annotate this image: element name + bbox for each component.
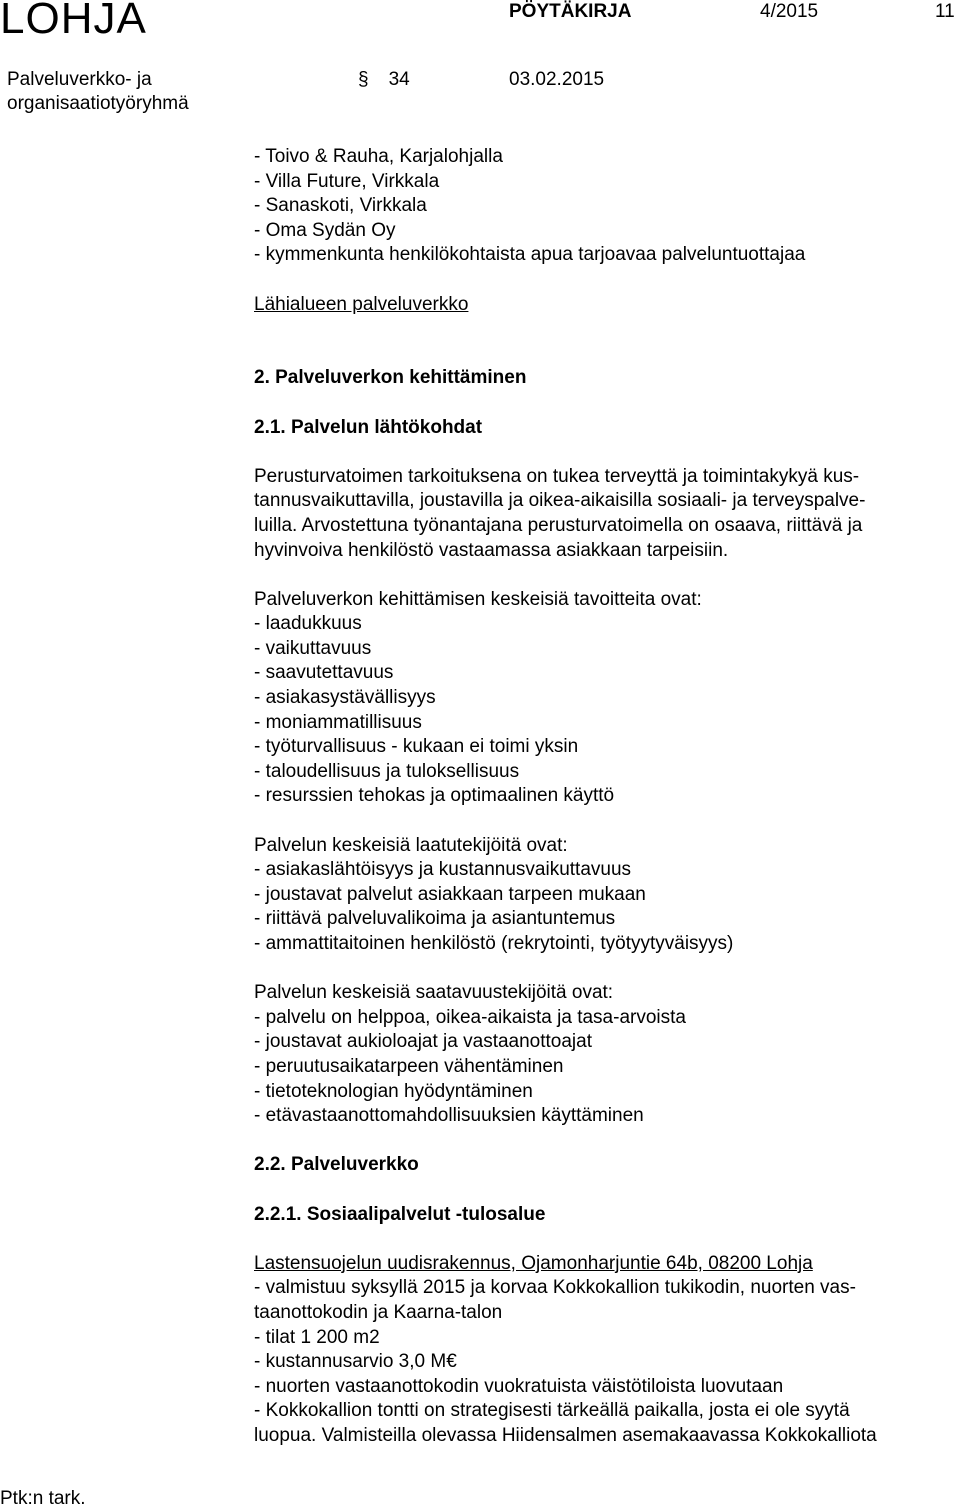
section-number-value: 34	[388, 69, 410, 90]
list-item: - valmistuu syksyllä 2015 ja korvaa Kokkokallion tukikodin, nuorten vas-	[254, 1277, 856, 1299]
section-heading-2-2-1: 2.2.1. Sosiaalipalvelut -tulosalue	[254, 1203, 546, 1225]
list-item: - peruutusaikatarpeen vähentäminen	[254, 1055, 564, 1077]
goals-intro: Palveluverkon kehittämisen keskeisiä tavoitteita ovat:	[254, 588, 702, 610]
list-item: - Oma Sydän Oy	[254, 219, 396, 241]
document-number: 4/2015	[760, 1, 819, 22]
list-item: - Villa Future, Virkkala	[254, 170, 440, 192]
list-item: - saavutettavuus	[254, 662, 394, 684]
goals-list	[254, 612, 954, 809]
list-item: - vaikuttavuus	[254, 637, 372, 659]
list-item: - tietoteknologian hyödyntäminen	[254, 1080, 533, 1102]
list-item: - riittävä palveluvalikoima ja asiantuntemus	[254, 908, 616, 930]
section-heading-2-1: 2.1. Palvelun lähtökohdat	[254, 416, 483, 438]
list-item: - etävastaanottomahdollisuuksien käyttäminen	[254, 1105, 644, 1127]
meeting-date: 03.02.2015	[509, 69, 605, 90]
quality-list	[254, 858, 954, 956]
section-heading-2-2: 2.2. Palveluverkko	[254, 1154, 419, 1176]
list-item: - joustavat palvelut asiakkaan tarpeen mukaan	[254, 883, 646, 905]
organ-name: Palveluverkko- ja organisaatiotyöryhmä	[7, 69, 189, 114]
paragraph-line: hyvinvoiva henkilöstö vastaamassa asiakkaan tarpeisiin.	[254, 539, 729, 561]
section-heading-2: 2. Palveluverkon kehittäminen	[254, 367, 527, 389]
list-item: - joustavat aukioloajat ja vastaanottoajat	[254, 1031, 592, 1053]
paragraph-line: luilla. Arvostettuna työnantajana perusturvatoimella on osaava, riittävä ja	[254, 514, 863, 536]
purpose-paragraph	[254, 465, 954, 563]
list-item: - moniammatillisuus	[254, 711, 422, 733]
paragraph-line: Perusturvatoimen tarkoituksena on tukea terveyttä ja toimintakykyä kus-	[254, 465, 860, 487]
list-item: - asiakasystävällisyys	[254, 687, 436, 709]
list-item: - laadukkuus	[254, 613, 362, 635]
list-item: luopua. Valmisteilla olevassa Hiidensalmen asemakaavassa Kokkokalliota	[254, 1424, 877, 1446]
section-sign-icon: §	[358, 69, 369, 90]
lohja-logo: LOHJA	[0, 0, 147, 43]
list-item: - nuorten vastaanottokodin vuokratuista väistötiloista luovutaan	[254, 1375, 784, 1397]
list-item: taanottokodin ja Kaarna-talon	[254, 1301, 503, 1323]
page-number: 11	[935, 1, 955, 22]
list-item: - taloudellisuus ja tuloksellisuus	[254, 760, 520, 782]
project-title: Lastensuojelun uudisrakennus, Ojamonharjuntie 64b, 08200 Lohja	[254, 1252, 813, 1274]
paragraph-line: tannusvaikuttavilla, joustavilla ja oikea-aikaisilla sosiaali- ja terveyspalve-	[254, 490, 866, 512]
list-item: - Kokkokallion tontti on strategisesti tärkeällä paikalla, josta ei ole syytä	[254, 1400, 850, 1422]
section-number	[358, 68, 410, 92]
access-list	[254, 1006, 954, 1129]
list-item: - työturvallisuus - kukaan ei toimi yksin	[254, 736, 579, 758]
quality-intro: Palvelun keskeisiä laatutekijöitä ovat:	[254, 834, 568, 856]
list-item: - kustannusarvio 3,0 M€	[254, 1351, 457, 1373]
list-item: - resurssien tehokas ja optimaalinen käyttö	[254, 785, 615, 807]
list-item: - palvelu on helppoa, oikea-aikaista ja tasa-arvoista	[254, 1006, 686, 1028]
list-item: - kymmenkunta henkilökohtaista apua tarjoavaa palveluntuottajaa	[254, 244, 806, 266]
list-item: - ammattitaitoinen henkilöstö (rekrytointi, työtyytyväisyys)	[254, 933, 734, 954]
list-item: - tilat 1 200 m2	[254, 1326, 380, 1348]
access-intro: Palvelun keskeisiä saatavuustekijöitä ovat:	[254, 982, 614, 1004]
local-network-subheading: Lähialueen palveluverkko	[254, 293, 469, 315]
list-item: - Toivo & Rauha, Karjalohjalla	[254, 146, 503, 167]
document-type: PÖYTÄKIRJA	[509, 1, 632, 22]
provider-list	[254, 145, 954, 268]
list-item: - Sanaskoti, Virkkala	[254, 195, 427, 217]
list-item: - asiakaslähtöisyys ja kustannusvaikuttavuus	[254, 859, 632, 881]
minutes-checker-label: Ptk:n tark.	[0, 1488, 86, 1509]
document-body	[254, 145, 954, 1448]
project-details	[254, 1276, 954, 1448]
